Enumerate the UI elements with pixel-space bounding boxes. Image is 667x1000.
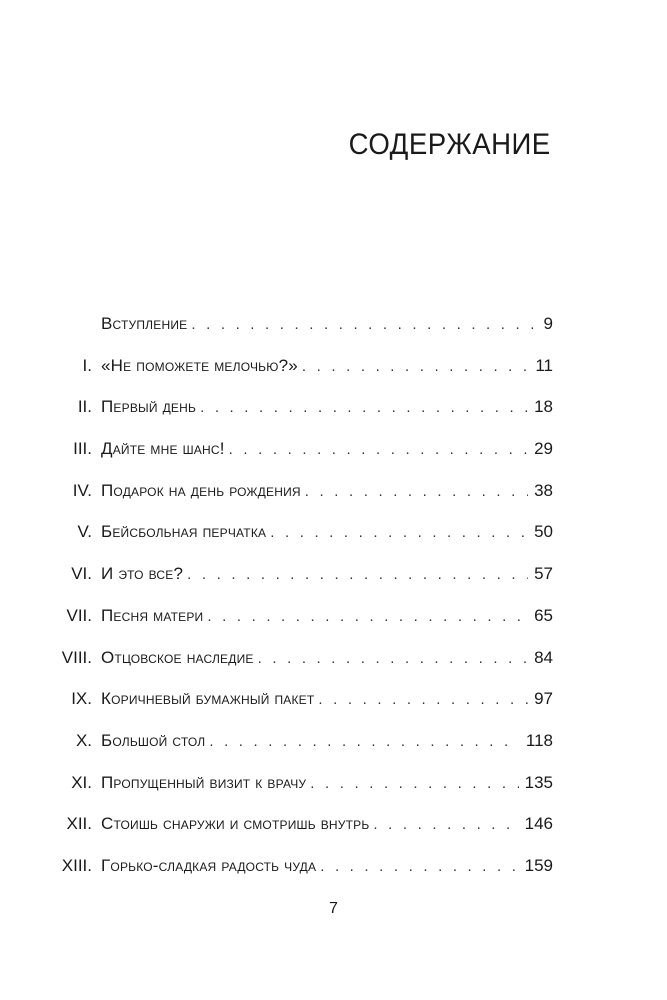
toc-entry-number: III.: [73, 439, 92, 459]
toc-entry-page: 159: [524, 855, 553, 875]
toc-entry-chapter-8[interactable]: [0, 641, 667, 683]
toc-entry-chapter-2[interactable]: [0, 390, 667, 432]
toc-entry-number: VIII.: [61, 647, 92, 667]
toc-leader-dots: [270, 516, 528, 550]
toc-entry-number: V.: [77, 522, 92, 542]
toc-leader-dots: [187, 558, 528, 592]
toc-entry-number: X.: [75, 730, 92, 750]
toc-entry-page: 97: [534, 689, 553, 709]
toc-leader-dots: [320, 850, 518, 884]
toc-entry-chapter-4[interactable]: [0, 474, 667, 516]
toc-entry-title: Вступление: [101, 314, 188, 333]
toc-leader-dots: [209, 725, 520, 759]
toc-entry-title: Дайте мне шанс!: [101, 439, 225, 459]
toc-entry-chapter-10[interactable]: [0, 724, 667, 766]
toc-entry-page: 146: [524, 814, 553, 834]
toc-entry-number: IX.: [71, 689, 92, 709]
toc-entry-number: IV.: [72, 480, 92, 500]
toc-entry-title: Горько-сладкая радость чуда: [101, 855, 317, 875]
toc-entry-number: II.: [77, 397, 92, 417]
toc-leader-dots: [229, 433, 528, 467]
toc-entry-number: VII.: [66, 605, 92, 625]
toc-entry-page: 38: [534, 480, 553, 500]
toc-entry-page: 118: [525, 730, 553, 750]
toc-entry-title: «Не поможете мелочью?»: [101, 355, 298, 375]
toc-entry-page: 29: [534, 439, 553, 459]
toc-entry-number: XIII.: [61, 855, 92, 875]
toc-leader-dots: [302, 350, 529, 384]
toc-leader-dots: [200, 391, 528, 425]
toc-entry-chapter-1[interactable]: [0, 349, 667, 391]
toc-entry-page: 57: [534, 564, 553, 584]
toc-leader-dots: [318, 683, 528, 717]
table-of-contents: [0, 307, 667, 891]
toc-entry-title: Пропущенный визит к врачу: [101, 772, 307, 792]
toc-entry-number: XII.: [66, 814, 92, 834]
toc-entry-number: XI.: [71, 772, 92, 792]
toc-leader-dots: [207, 600, 528, 634]
toc-leader-dots: [373, 808, 518, 842]
page-number: 7: [329, 900, 338, 917]
toc-entry-number: VI.: [71, 564, 92, 584]
toc-entry-title: Отцовское наследие: [101, 647, 254, 667]
toc-entry-intro[interactable]: [0, 307, 667, 349]
toc-entry-title: Первый день: [101, 397, 197, 417]
toc-entry-chapter-7[interactable]: [0, 599, 667, 641]
toc-entry-page: 84: [534, 647, 553, 667]
toc-entry-chapter-5[interactable]: [0, 515, 667, 557]
toc-leader-dots: [310, 767, 518, 801]
toc-entry-chapter-11[interactable]: [0, 766, 667, 808]
toc-entry-page: 11: [535, 355, 553, 375]
toc-entry-chapter-9[interactable]: [0, 682, 667, 724]
toc-entry-chapter-13[interactable]: [0, 849, 667, 891]
toc-entry-page: 18: [534, 397, 553, 417]
toc-entry-page: 9: [543, 314, 553, 333]
toc-leader-dots: [258, 642, 528, 676]
toc-entry-chapter-12[interactable]: [0, 807, 667, 849]
toc-entry-title: Бейсбольная перчатка: [101, 522, 267, 542]
page-title: СОДЕРЖАНИЕ: [348, 128, 551, 161]
toc-leader-dots: [191, 308, 537, 342]
toc-entry-chapter-6[interactable]: [0, 557, 667, 599]
toc-entry-chapter-3[interactable]: [0, 432, 667, 474]
toc-entry-title: Песня матери: [101, 605, 204, 625]
toc-entry-page: 65: [534, 605, 553, 625]
toc-entry-title: Коричневый бумажный пакет: [101, 689, 315, 709]
toc-entry-title: Подарок на день рождения: [101, 480, 301, 500]
toc-entry-title: И это все?: [101, 564, 184, 584]
toc-leader-dots: [305, 475, 528, 509]
toc-entry-page: 135: [524, 772, 553, 792]
toc-entry-title: Большой стол: [101, 730, 206, 750]
toc-entry-title: Стоишь снаружи и смотришь внутрь: [101, 814, 370, 834]
toc-entry-number: I.: [82, 355, 92, 375]
toc-entry-page: 50: [534, 522, 553, 542]
